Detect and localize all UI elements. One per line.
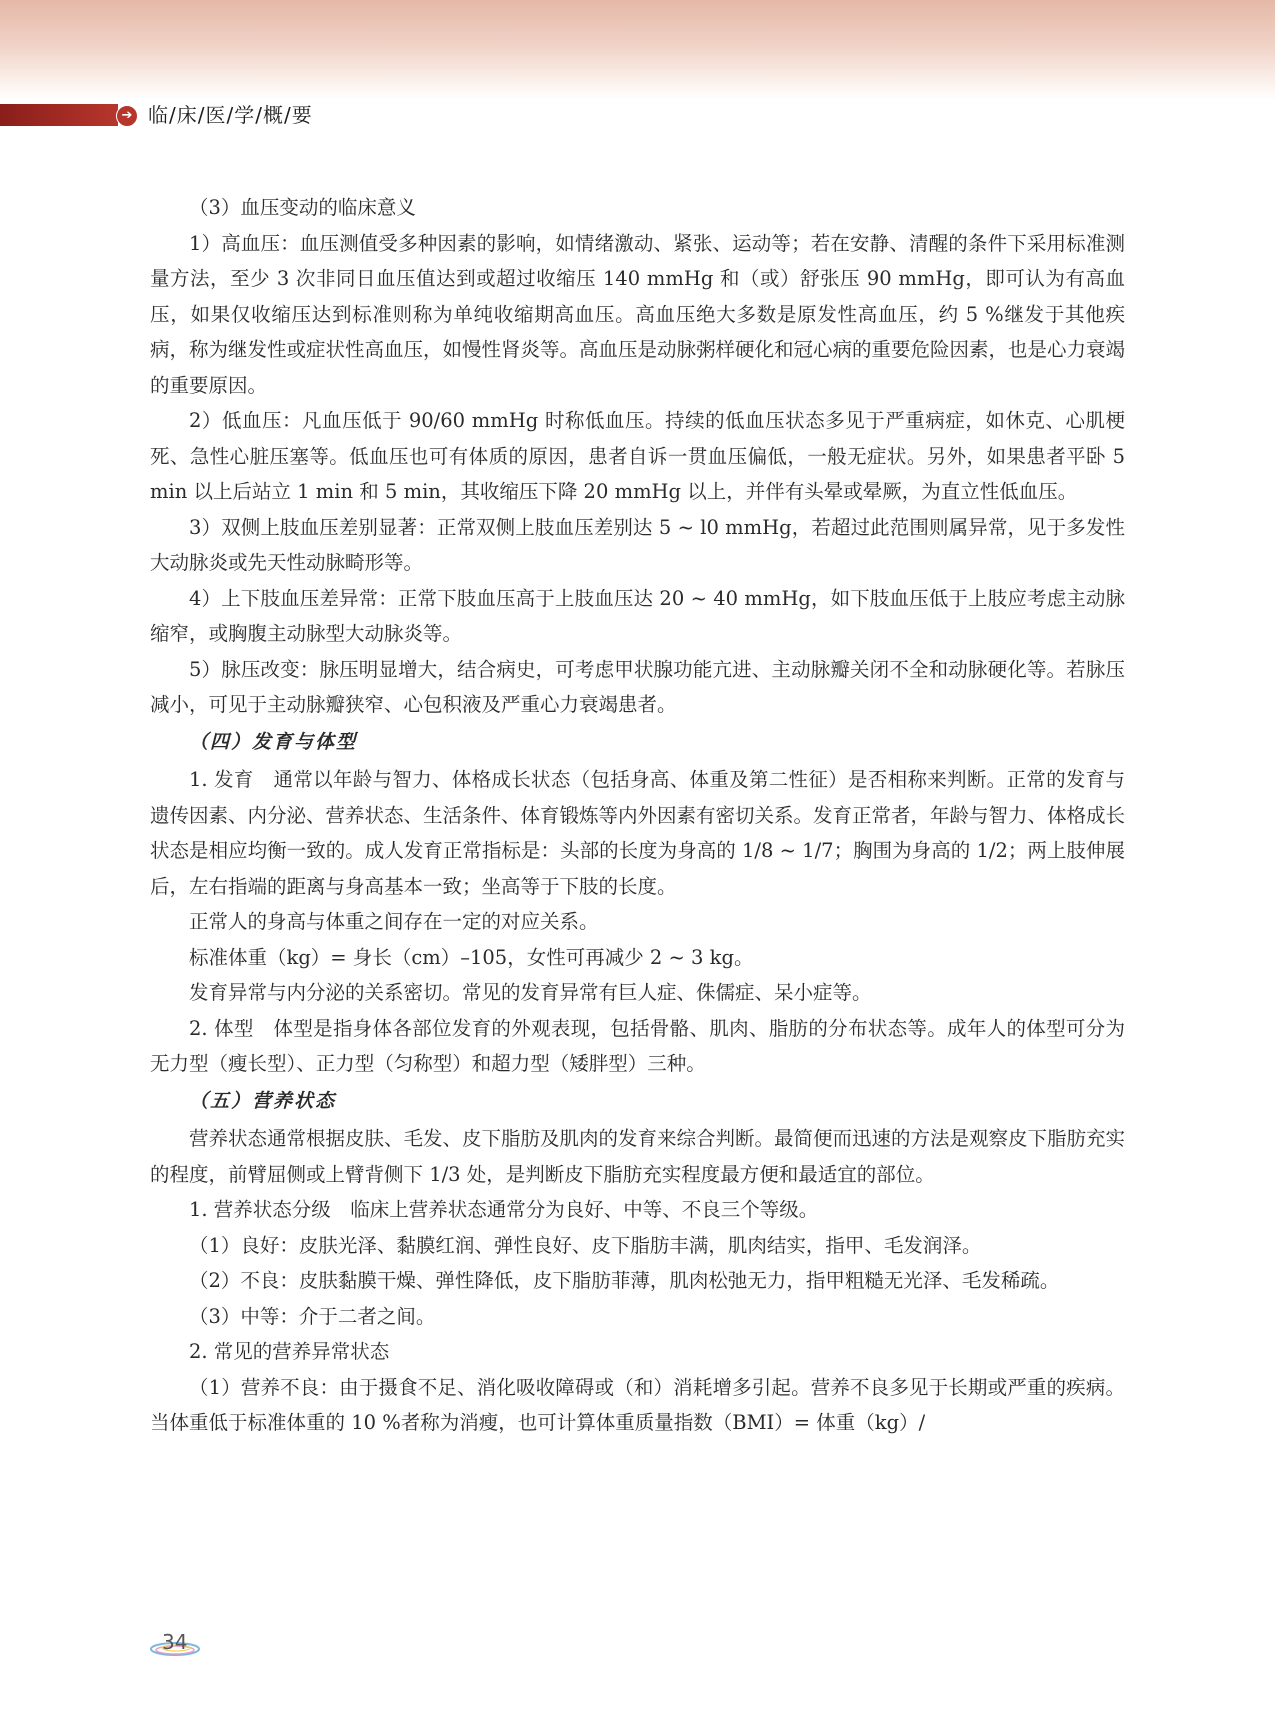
- paragraph: （2）不良：皮肤黏膜干燥、弹性降低，皮下脂肪菲薄，肌肉松弛无力，指甲粗糙无光泽、毛发稀疏。: [189, 1269, 1060, 1292]
- paragraph: （1）良好：皮肤光泽、黏膜红润、弹性良好、皮下脂肪丰满，肌肉结实，指甲、毛发润泽。: [189, 1233, 982, 1257]
- page-number: 34: [162, 1630, 188, 1654]
- paragraph: 1）高血压：血压测值受多种因素的影响，如情绪激动、紧张、运动等；若在安静、清醒的条件下采用标准测量方法，至少 3 次非同日血压值达到或超过收缩压 140 mmHg 和（或）舒张压 90 mmHg，即可认为有高血压，如果仅收缩压达到标准则称为单纯收缩期高血压。高血压绝大多数是原发性高血压，约 5 %继发于其他疾病，称为继发性或症状性高血压，如慢性肾炎等。高血压是动脉粥样硬化和冠心病的重要危险因素，也是心力衰竭的重要原因。: [150, 231, 1126, 397]
- section-heading: （五）营养状态: [189, 1089, 337, 1112]
- paragraph: 2. 常见的营养异常状态: [189, 1340, 390, 1363]
- paragraph: 1. 发育 通常以年龄与智力、体格成长状态（包括身高、体重及第二性征）是否相称来判断。正常的发育与遗传因素、内分泌、营养状态、生活条件、体育锻炼等内外因素有密切关系。发育正常者，年龄与智力、体格成长状态是相应均衡一致的。成人发育正常指标是：头部的长度为身高的 1/8 ~ 1/7；胸围为身高的 1/2；两上肢伸展后，左右指端的距离与身高基本一致；坐高等于下肢的长度。: [150, 768, 1126, 898]
- paragraph: （3）中等：介于二者之间。: [189, 1304, 436, 1328]
- paragraph: 2）低血压：凡血压低于 90/60 mmHg 时称低血压。持续的低血压状态多见于严重病症，如休克、心肌梗死、急性心脏压塞等。低血压也可有体质的原因，患者自诉一贯血压偏低，一般无症状。另外，如果患者平卧 5 min 以上后站立 1 min 和 5 min，其收缩压下降 20 mmHg 以上，并伴有头晕或晕厥，为直立性低血压。: [150, 409, 1125, 503]
- paragraph: 3）双侧上肢血压差别显著：正常双侧上肢血压差别达 5 ~ l0 mmHg，若超过此范围则属异常，见于多发性大动脉炎或先天性动脉畸形等。: [150, 515, 1125, 574]
- paragraph: 5）脉压改变：脉压明显增大，结合病史，可考虑甲状腺功能亢进、主动脉瓣关闭不全和动脉硬化等。若脉压减小，可见于主动脉瓣狭窄、心包积液及严重心力衰竭患者。: [150, 657, 1125, 716]
- paragraph: 1. 营养状态分级 临床上营养状态通常分为良好、中等、不良三个等级。: [189, 1198, 819, 1221]
- arrow-right-icon: ➔: [116, 105, 138, 127]
- header-accent-bar: [0, 104, 118, 126]
- page-body: [150, 190, 1125, 1441]
- paragraph: 正常人的身高与体重之间存在一定的对应关系。: [189, 910, 599, 933]
- paragraph: 2. 体型 体型是指身体各部位发育的外观表现，包括骨骼、肌肉、脂肪的分布状态等。成年人的体型可分为无力型（瘦长型）、正力型（匀称型）和超力型（矮胖型）三种。: [150, 1016, 1125, 1075]
- paragraph: 标准体重（kg）= 身长（cm）–105，女性可再减少 2 ~ 3 kg。: [189, 945, 754, 969]
- top-gradient-band: [0, 0, 1275, 100]
- paragraph: 发育异常与内分泌的关系密切。常见的发育异常有巨人症、侏儒症、呆小症等。: [189, 981, 872, 1004]
- paragraph: 4）上下肢血压差异常：正常下肢血压高于上肢血压达 20 ~ 40 mmHg，如下肢血压低于上肢应考虑主动脉缩窄，或胸腹主动脉型大动脉炎等。: [150, 586, 1125, 645]
- section-heading: （四）发育与体型: [189, 730, 358, 753]
- paragraph: 营养状态通常根据皮肤、毛发、皮下脂肪及肌肉的发育来综合判断。最简便而迅速的方法是观察皮下脂肪充实的程度，前臂屈侧或上臂背侧下 1/3 处，是判断皮下脂肪充实程度最方便和最适宜的部位。: [150, 1127, 1126, 1186]
- running-header-title: 临/床/医/学/概/要: [148, 103, 313, 127]
- paragraph: （1）营养不良：由于摄食不足、消化吸收障碍或（和）消耗增多引起。营养不良多见于长期或严重的疾病。当体重低于标准体重的 10 %者称为消瘦，也可计算体重质量指数（BMI）= 体重（kg）/: [150, 1375, 1125, 1434]
- paragraph: （3）血压变动的临床意义: [189, 196, 416, 219]
